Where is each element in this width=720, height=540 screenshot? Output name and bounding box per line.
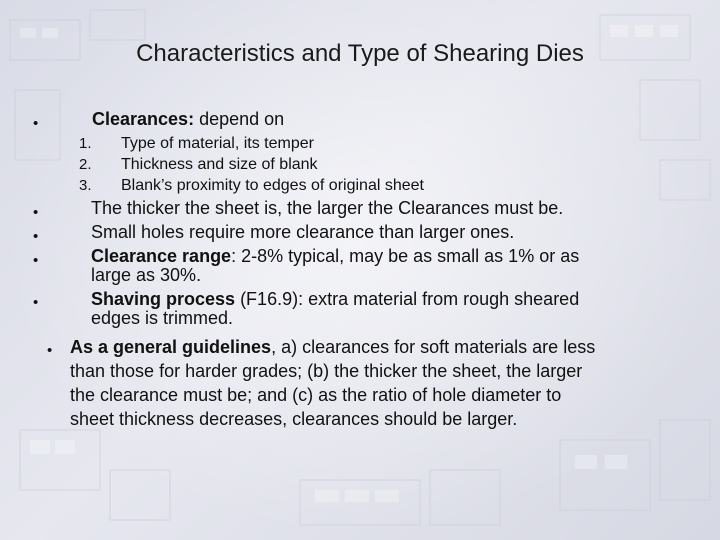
clearance-range-line-1 bbox=[91, 246, 579, 267]
guidelines-line-1 bbox=[70, 337, 595, 358]
factor-text: Thickness and size of blank bbox=[121, 156, 318, 173]
factor-text: Type of material, its temper bbox=[121, 135, 314, 152]
shaving-process-term: Shaving process bbox=[91, 289, 236, 309]
clearance-range-line-2: large as 30%. bbox=[91, 265, 202, 285]
factor-number: 3. bbox=[79, 177, 92, 194]
shaving-process-line-2: edges is trimmed. bbox=[91, 308, 234, 328]
clearance-range-term: Clearance range bbox=[91, 246, 232, 266]
shaving-process-rest: (F16.9): extra material from rough sheared bbox=[235, 289, 580, 309]
bullet-icon: • bbox=[33, 252, 39, 269]
factor-number: 1. bbox=[79, 135, 92, 152]
guidelines-line-4: sheet thickness decreases, clearances should be larger. bbox=[70, 409, 518, 429]
guidelines-line-3: the clearance must be; and (c) as the ratio of hole diameter to bbox=[70, 385, 562, 405]
clearance-range-rest: : 2-8% typical, may be as small as 1% or as bbox=[231, 246, 580, 266]
bullet-icon: • bbox=[47, 342, 53, 359]
slide-title: Characteristics and Type of Shearing Dies bbox=[136, 40, 584, 67]
clearances-term: Clearances: bbox=[92, 109, 195, 129]
small-holes-text: Small holes require more clearance than larger ones. bbox=[91, 222, 515, 242]
bullet-icon: • bbox=[33, 228, 39, 245]
factor-number: 2. bbox=[79, 156, 92, 173]
guidelines-term: As a general guidelines bbox=[70, 337, 272, 357]
clearances-rest: depend on bbox=[194, 109, 285, 129]
guidelines-line-2: than those for harder grades; (b) the thicker the sheet, the larger bbox=[70, 361, 583, 381]
shaving-process-line-1 bbox=[91, 289, 579, 310]
bullet-icon: • bbox=[33, 204, 39, 221]
thicker-sheet-text: The thicker the sheet is, the larger the Clearances must be. bbox=[91, 198, 564, 218]
bullet-icon: • bbox=[33, 294, 39, 311]
factor-text: Blank’s proximity to edges of original sheet bbox=[121, 177, 424, 194]
guidelines-rest: , a) clearances for soft materials are less bbox=[271, 337, 596, 357]
bullet-icon: • bbox=[33, 115, 39, 132]
clearances-line bbox=[92, 109, 284, 130]
